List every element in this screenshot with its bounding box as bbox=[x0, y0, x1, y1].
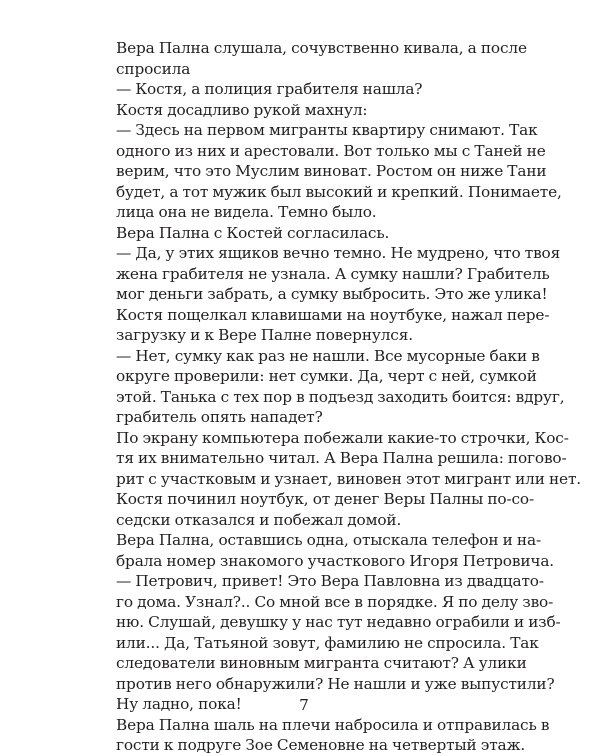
text-line: одного из них и арестовали. Вот только мы с Таней не bbox=[116, 141, 546, 160]
text-line: лица она не видела. Темно было. bbox=[116, 203, 377, 221]
text-line: — Здесь на первом мигранты квартиру снимают. Так bbox=[116, 121, 538, 139]
text-line: верим, что это Муслим виноват. Ростом он ниже Тани bbox=[116, 162, 547, 180]
text-line: — Костя, а полиция грабителя нашла? bbox=[116, 80, 423, 98]
text-line: брала номер знакомого участкового Игоря Петровича. bbox=[116, 551, 555, 570]
text-line: Костя досадливо рукой махнул: bbox=[116, 100, 368, 119]
text-line: следователи виновным мигранта считают? А улики bbox=[116, 654, 527, 672]
text-line: жена грабителя не узнала. А сумку нашли? Грабитель bbox=[116, 264, 550, 283]
text-line: мог деньги забрать, а сумку выбросить. Это же улика! bbox=[116, 285, 548, 303]
text-line: округе проверили: нет сумки. Да, черт с ней, сумкой bbox=[116, 367, 537, 385]
text-line: против него обнаружили? Не нашли и уже выпустили? bbox=[116, 674, 555, 693]
text-line: или... Да, Татьяной зовут, фамилию не спросила. Так bbox=[116, 633, 539, 652]
text-line: седски отказался и побежал домой. bbox=[116, 510, 402, 529]
text-line: спросила bbox=[116, 59, 191, 78]
text-line: Вера Пална слушала, сочувственно кивала, а после bbox=[116, 39, 527, 57]
text-line: — Нет, сумку как раз не нашли. Все мусорные баки в bbox=[116, 346, 540, 365]
text-line: Ну ладно, пока! bbox=[116, 695, 242, 713]
text-line: го дома. Узнал?.. Со мной все в порядке. Я по делу зво- bbox=[116, 592, 554, 611]
text-line: загрузку и к Вере Палне повернулся. bbox=[116, 326, 413, 344]
text-line: тя их внимательно читал. А Вера Пална решила: погово- bbox=[116, 449, 567, 467]
text-line: гости к подруге Зое Семеновне на четвертый этаж. bbox=[116, 736, 526, 754]
text-line: — Да, у этих ящиков вечно темно. Не мудрено, что твоя bbox=[116, 244, 561, 262]
text-line: рит с участковым и узнает, виновен этот мигрант или нет. bbox=[116, 469, 581, 488]
text-line: Вера Пална шаль на плечи набросила и отправилась в bbox=[116, 715, 550, 734]
text-line: Вера Пална с Костей согласилась. bbox=[116, 223, 390, 242]
page-body-text bbox=[116, 38, 581, 756]
text-line: Костя починил ноутбук, от денег Веры Палны по-со- bbox=[116, 490, 534, 508]
text-line: грабитель опять нападет? bbox=[116, 408, 323, 426]
text-line: этой. Танька с тех пор в подъезд заходить боится: вдруг, bbox=[116, 387, 565, 406]
text-line: По экрану компьютера побежали какие-то строчки, Кос- bbox=[116, 428, 569, 447]
text-line: — Петрович, привет! Это Вера Павловна из двадцато- bbox=[116, 572, 544, 590]
text-line: ню. Слушай, девушку у нас тут недавно ограбили и изб- bbox=[116, 613, 561, 631]
text-line: Костя пощелкал клавишами на ноутбуке, нажал пере- bbox=[116, 305, 550, 324]
text-line: Вера Пална, оставшись одна, отыскала телефон и на- bbox=[116, 531, 541, 549]
text-line: будет, а тот мужик был высокий и крепкий. Понимаете, bbox=[116, 182, 562, 201]
page-number: 7 bbox=[299, 696, 309, 714]
book-page bbox=[116, 38, 581, 754]
